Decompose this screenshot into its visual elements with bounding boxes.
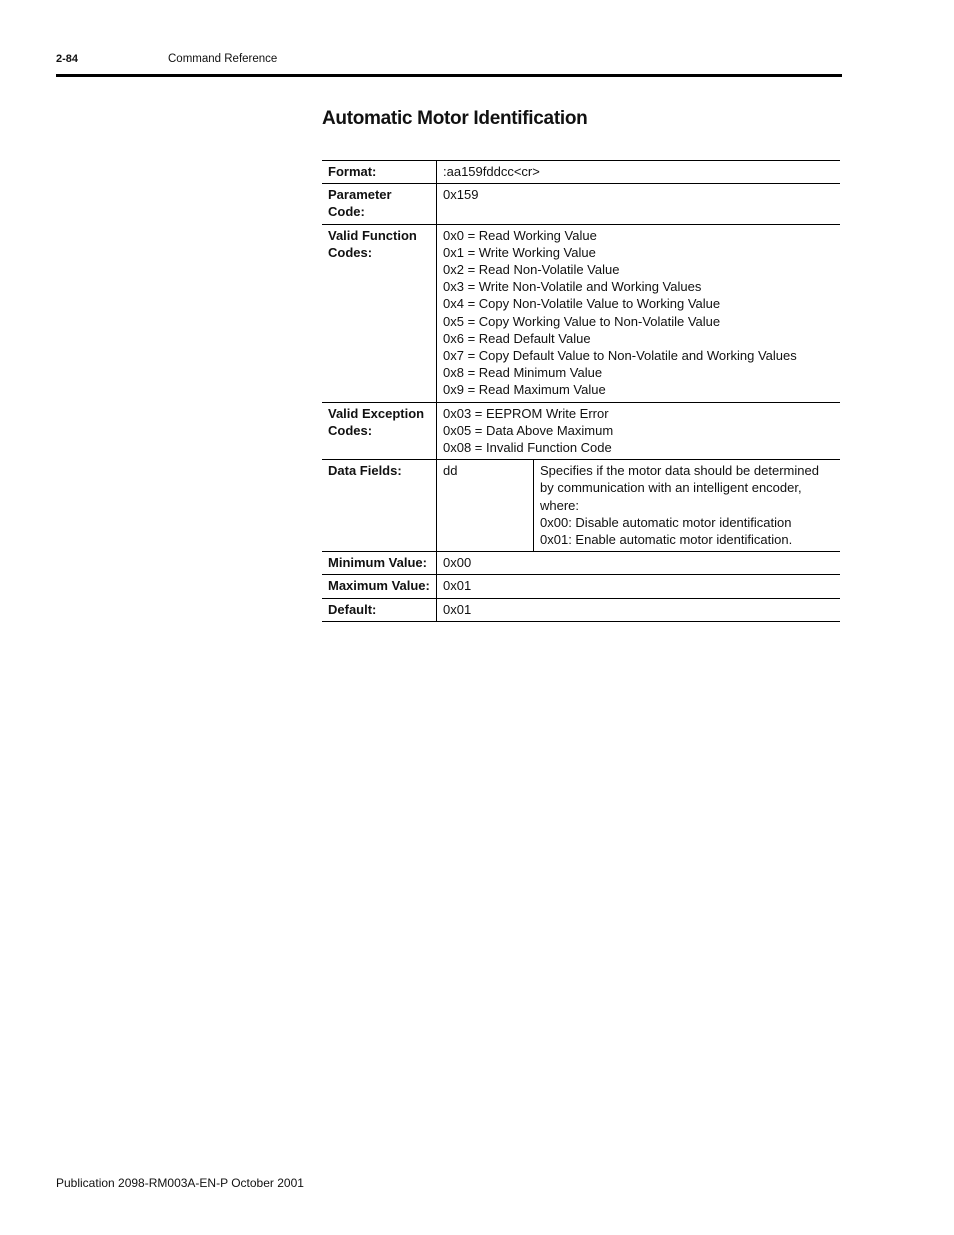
exception-code-item: 0x03 = EEPROM Write Error [443,405,609,421]
row-valid-function-codes [322,224,840,402]
maximum-value: 0x01 [437,575,841,598]
row-default [322,598,840,621]
parameter-table [322,160,840,622]
data-field-description [534,460,841,552]
row-maximum-value [322,575,840,598]
function-code-item: 0x3 = Write Non-Volatile and Working Values [443,279,702,295]
function-code-item: 0x0 = Read Working Value [443,227,597,243]
exception-code-item: 0x08 = Invalid Function Code [443,440,612,456]
minimum-value: 0x00 [437,552,841,575]
valid-function-codes-label: Valid Function Codes: [322,224,437,402]
format-value: :aa159fddcc<cr> [437,161,841,184]
data-field-description-line: 0x00: Disable automatic motor identification [540,514,792,530]
function-code-item: 0x1 = Write Working Value [443,244,596,260]
data-field-name: dd [437,460,534,552]
parameter-code-label: Parameter Code: [322,184,437,224]
format-label: Format: [322,161,437,184]
maximum-value-label: Maximum Value: [322,575,437,598]
parameter-code-value: 0x159 [437,184,841,224]
default-label: Default: [322,598,437,621]
function-code-item: 0x2 = Read Non-Volatile Value [443,262,620,278]
page-title: Automatic Motor Identification [322,108,588,129]
function-code-item: 0x9 = Read Maximum Value [443,382,606,398]
row-minimum-value [322,552,840,575]
function-code-item: 0x5 = Copy Working Value to Non-Volatile Value [443,313,721,329]
data-field-description-line: 0x01: Enable automatic motor identification. [540,532,793,548]
valid-exception-codes-list [437,402,841,460]
function-code-item: 0x7 = Copy Default Value to Non-Volatile and Working Values [443,348,797,364]
data-field-description-line: Specifies if the motor data should be determined by communication with an intelligent encoder, where: [540,463,819,513]
row-valid-exception-codes [322,402,840,460]
function-code-item: 0x8 = Read Minimum Value [443,365,603,381]
header-rule [56,74,842,77]
row-data-fields [322,460,840,552]
publication-footer: Publication 2098-RM003A-EN-P October 2001 [56,1176,304,1190]
exception-code-item: 0x05 = Data Above Maximum [443,422,614,438]
row-parameter-code [322,184,840,224]
default-value: 0x01 [437,598,841,621]
page-number: 2-84 [56,53,79,65]
row-format [322,161,840,184]
function-code-item: 0x4 = Copy Non-Volatile Value to Working Value [443,296,721,312]
valid-function-codes-list [437,224,841,402]
valid-exception-codes-label: Valid Exception Codes: [322,402,437,460]
minimum-value-label: Minimum Value: [322,552,437,575]
section-name: Command Reference [168,53,278,65]
data-fields-label: Data Fields: [322,460,437,552]
function-code-item: 0x6 = Read Default Value [443,330,591,346]
